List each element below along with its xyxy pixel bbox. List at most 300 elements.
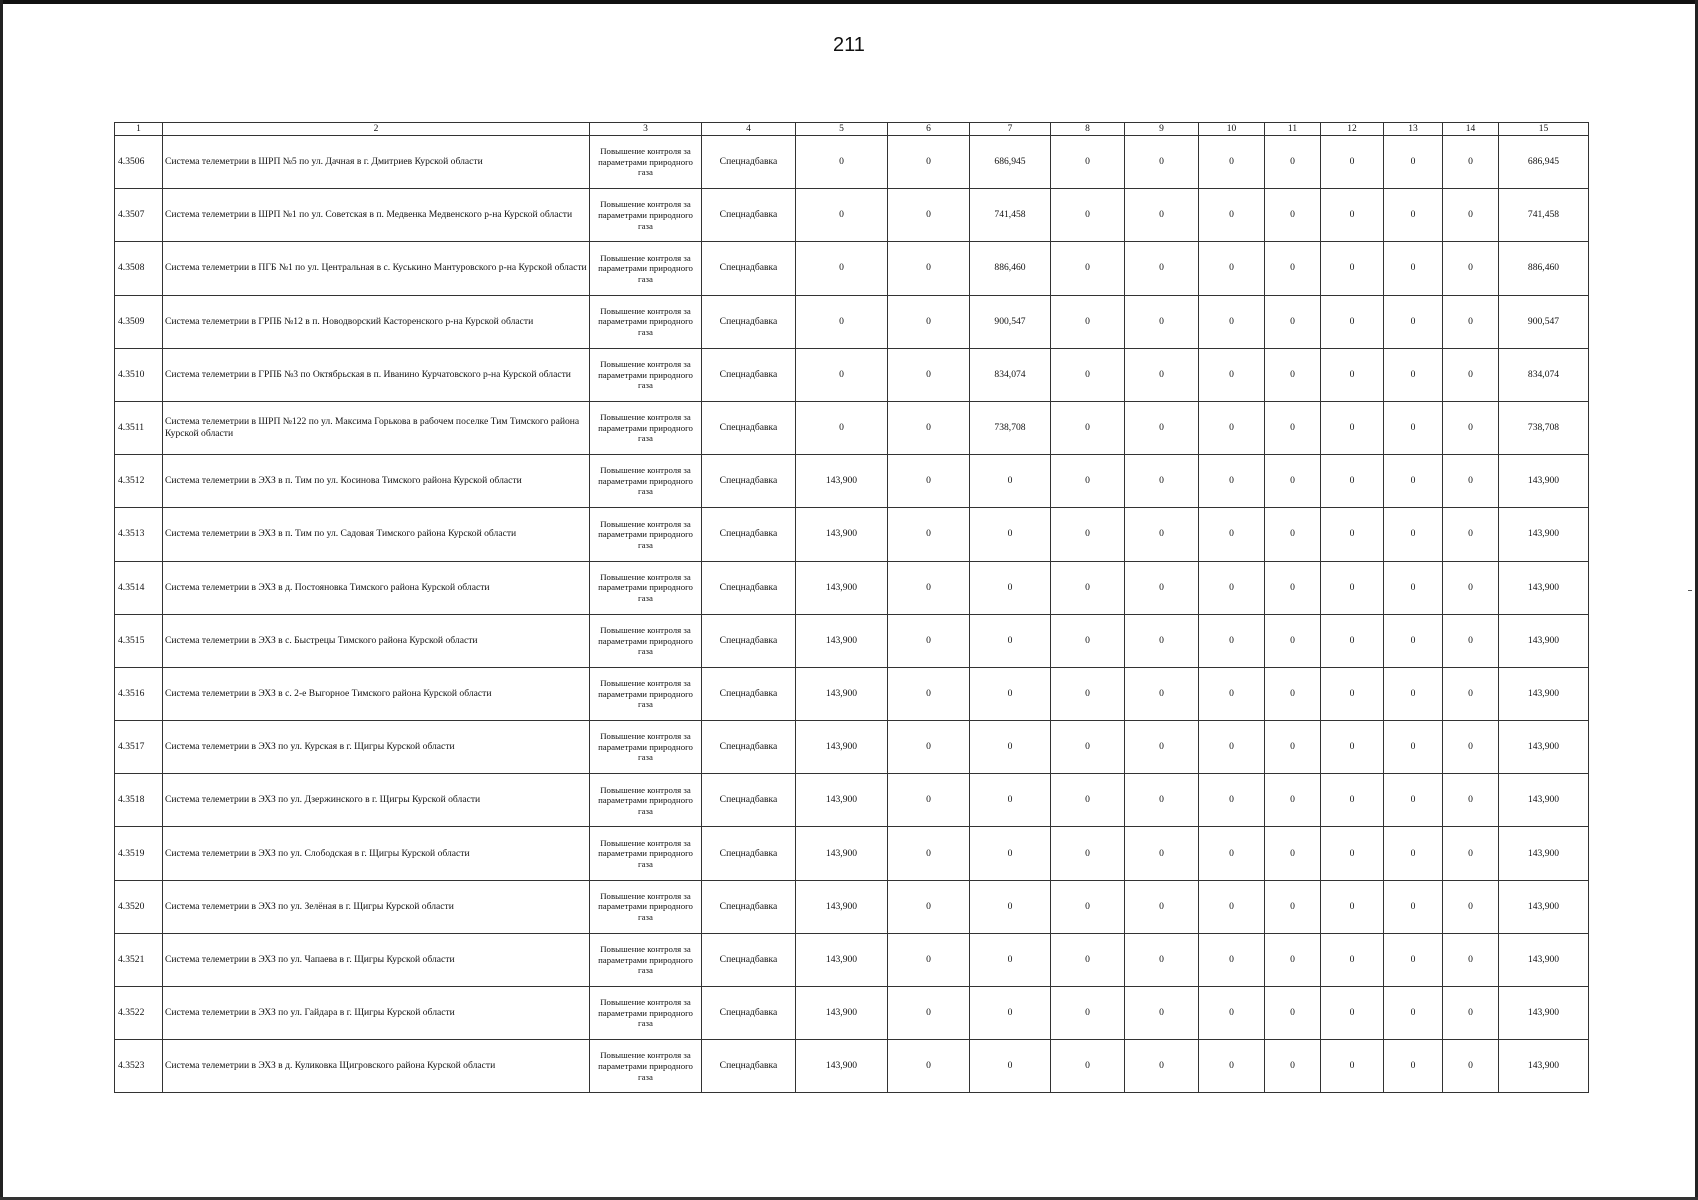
value-col-8: 0 [1051, 933, 1125, 986]
value-col-10: 0 [1199, 189, 1265, 242]
value-col-10: 0 [1199, 136, 1265, 189]
value-col-8: 0 [1051, 561, 1125, 614]
value-col-11: 0 [1265, 880, 1321, 933]
value-col-11: 0 [1265, 561, 1321, 614]
value-col-10: 0 [1199, 455, 1265, 508]
value-col-7: 686,945 [970, 136, 1051, 189]
value-col-7: 0 [970, 561, 1051, 614]
value-col-5: 0 [796, 189, 888, 242]
value-col-11: 0 [1265, 774, 1321, 827]
purpose: Повышение контроля за параметрами природного газа [590, 242, 702, 295]
object-name: Система телеметрии в ЭХЗ по ул. Гайдара в г. Щигры Курской области [163, 987, 590, 1040]
column-number-header: 14 [1443, 123, 1499, 136]
value-col-12: 0 [1321, 136, 1384, 189]
value-col-6: 0 [888, 561, 970, 614]
row-code: 4.3507 [115, 189, 163, 242]
value-col-12: 0 [1321, 721, 1384, 774]
scan-artifact [1688, 590, 1692, 591]
value-col-7: 0 [970, 987, 1051, 1040]
value-col-11: 0 [1265, 401, 1321, 454]
purpose: Повышение контроля за параметрами природного газа [590, 401, 702, 454]
value-col-13: 0 [1384, 827, 1443, 880]
value-col-12: 0 [1321, 508, 1384, 561]
value-col-14: 0 [1443, 774, 1499, 827]
table-row [115, 614, 1589, 667]
value-col-6: 0 [888, 827, 970, 880]
value-col-13: 0 [1384, 880, 1443, 933]
value-col-12: 0 [1321, 401, 1384, 454]
purpose: Повышение контроля за параметрами природного газа [590, 880, 702, 933]
value-col-7: 738,708 [970, 401, 1051, 454]
object-name: Система телеметрии в ШРП №1 по ул. Советская в п. Медвенка Медвенского р-на Курской области [163, 189, 590, 242]
value-col-12: 0 [1321, 614, 1384, 667]
value-col-14: 0 [1443, 561, 1499, 614]
value-col-11: 0 [1265, 667, 1321, 720]
funding-source: Спецнадбавка [702, 614, 796, 667]
value-col-12: 0 [1321, 933, 1384, 986]
value-col-12: 0 [1321, 455, 1384, 508]
value-col-11: 0 [1265, 136, 1321, 189]
row-code: 4.3513 [115, 508, 163, 561]
funding-source: Спецнадбавка [702, 880, 796, 933]
value-col-10: 0 [1199, 774, 1265, 827]
value-col-13: 0 [1384, 561, 1443, 614]
total-value: 143,900 [1499, 987, 1589, 1040]
investment-program-table [114, 122, 1589, 1093]
value-col-5: 143,900 [796, 987, 888, 1040]
funding-source: Спецнадбавка [702, 189, 796, 242]
row-code: 4.3512 [115, 455, 163, 508]
funding-source: Спецнадбавка [702, 987, 796, 1040]
value-col-12: 0 [1321, 1040, 1384, 1093]
row-code: 4.3519 [115, 827, 163, 880]
value-col-7: 0 [970, 455, 1051, 508]
row-code: 4.3515 [115, 614, 163, 667]
purpose: Повышение контроля за параметрами природного газа [590, 455, 702, 508]
value-col-11: 0 [1265, 295, 1321, 348]
table-row [115, 1040, 1589, 1093]
value-col-13: 0 [1384, 455, 1443, 508]
value-col-14: 0 [1443, 401, 1499, 454]
value-col-11: 0 [1265, 721, 1321, 774]
value-col-11: 0 [1265, 614, 1321, 667]
value-col-9: 0 [1125, 189, 1199, 242]
value-col-5: 0 [796, 295, 888, 348]
value-col-10: 0 [1199, 401, 1265, 454]
value-col-7: 0 [970, 508, 1051, 561]
value-col-5: 143,900 [796, 933, 888, 986]
column-number-header: 10 [1199, 123, 1265, 136]
column-number-header: 6 [888, 123, 970, 136]
value-col-14: 0 [1443, 721, 1499, 774]
value-col-9: 0 [1125, 880, 1199, 933]
value-col-6: 0 [888, 1040, 970, 1093]
value-col-14: 0 [1443, 295, 1499, 348]
value-col-8: 0 [1051, 880, 1125, 933]
table-row [115, 827, 1589, 880]
column-number-header: 3 [590, 123, 702, 136]
value-col-9: 0 [1125, 401, 1199, 454]
value-col-9: 0 [1125, 508, 1199, 561]
value-col-9: 0 [1125, 827, 1199, 880]
object-name: Система телеметрии в ГРПБ №12 в п. Новодворский Касторенского р-на Курской области [163, 295, 590, 348]
total-value: 143,900 [1499, 455, 1589, 508]
value-col-13: 0 [1384, 614, 1443, 667]
funding-source: Спецнадбавка [702, 348, 796, 401]
row-code: 4.3520 [115, 880, 163, 933]
column-number-header: 11 [1265, 123, 1321, 136]
value-col-10: 0 [1199, 987, 1265, 1040]
purpose: Повышение контроля за параметрами природного газа [590, 827, 702, 880]
scan-border-left [0, 0, 3, 1200]
total-value: 143,900 [1499, 880, 1589, 933]
table-row [115, 721, 1589, 774]
value-col-14: 0 [1443, 189, 1499, 242]
value-col-12: 0 [1321, 295, 1384, 348]
value-col-7: 0 [970, 721, 1051, 774]
value-col-13: 0 [1384, 136, 1443, 189]
value-col-6: 0 [888, 667, 970, 720]
value-col-7: 741,458 [970, 189, 1051, 242]
value-col-14: 0 [1443, 136, 1499, 189]
value-col-6: 0 [888, 987, 970, 1040]
value-col-6: 0 [888, 933, 970, 986]
total-value: 741,458 [1499, 189, 1589, 242]
total-value: 143,900 [1499, 1040, 1589, 1093]
value-col-6: 0 [888, 614, 970, 667]
value-col-9: 0 [1125, 348, 1199, 401]
value-col-9: 0 [1125, 455, 1199, 508]
object-name: Система телеметрии в ЭХЗ в с. 2-е Выгорное Тимского района Курской области [163, 667, 590, 720]
value-col-9: 0 [1125, 136, 1199, 189]
object-name: Система телеметрии в ЭХЗ по ул. Слободская в г. Щигры Курской области [163, 827, 590, 880]
value-col-13: 0 [1384, 242, 1443, 295]
column-number-header: 9 [1125, 123, 1199, 136]
column-number-header: 1 [115, 123, 163, 136]
value-col-13: 0 [1384, 774, 1443, 827]
value-col-6: 0 [888, 721, 970, 774]
value-col-7: 0 [970, 667, 1051, 720]
object-name: Система телеметрии в ГРПБ №3 по Октябрьская в п. Иванино Курчатовского р-на Курской области [163, 348, 590, 401]
value-col-7: 0 [970, 827, 1051, 880]
table-row [115, 136, 1589, 189]
funding-source: Спецнадбавка [702, 508, 796, 561]
funding-source: Спецнадбавка [702, 1040, 796, 1093]
column-number-header: 13 [1384, 123, 1443, 136]
value-col-6: 0 [888, 880, 970, 933]
value-col-12: 0 [1321, 827, 1384, 880]
row-code: 4.3514 [115, 561, 163, 614]
value-col-14: 0 [1443, 242, 1499, 295]
purpose: Повышение контроля за параметрами природного газа [590, 136, 702, 189]
row-code: 4.3518 [115, 774, 163, 827]
purpose: Повышение контроля за параметрами природного газа [590, 348, 702, 401]
value-col-9: 0 [1125, 774, 1199, 827]
value-col-11: 0 [1265, 242, 1321, 295]
object-name: Система телеметрии в ЭХЗ по ул. Чапаева в г. Щигры Курской области [163, 933, 590, 986]
total-value: 834,074 [1499, 348, 1589, 401]
value-col-9: 0 [1125, 561, 1199, 614]
total-value: 900,547 [1499, 295, 1589, 348]
object-name: Система телеметрии в ЭХЗ в д. Постояновка Тимского района Курской области [163, 561, 590, 614]
value-col-8: 0 [1051, 1040, 1125, 1093]
row-code: 4.3509 [115, 295, 163, 348]
value-col-9: 0 [1125, 667, 1199, 720]
value-col-11: 0 [1265, 455, 1321, 508]
value-col-10: 0 [1199, 508, 1265, 561]
value-col-11: 0 [1265, 1040, 1321, 1093]
total-value: 143,900 [1499, 614, 1589, 667]
value-col-10: 0 [1199, 295, 1265, 348]
value-col-13: 0 [1384, 721, 1443, 774]
value-col-10: 0 [1199, 348, 1265, 401]
row-code: 4.3510 [115, 348, 163, 401]
purpose: Повышение контроля за параметрами природного газа [590, 1040, 702, 1093]
value-col-8: 0 [1051, 508, 1125, 561]
purpose: Повышение контроля за параметрами природного газа [590, 614, 702, 667]
purpose: Повышение контроля за параметрами природного газа [590, 561, 702, 614]
total-value: 143,900 [1499, 774, 1589, 827]
table-row [115, 242, 1589, 295]
row-code: 4.3522 [115, 987, 163, 1040]
value-col-14: 0 [1443, 455, 1499, 508]
object-name: Система телеметрии в ЭХЗ в п. Тим по ул. Косинова Тимского района Курской области [163, 455, 590, 508]
value-col-9: 0 [1125, 242, 1199, 295]
value-col-9: 0 [1125, 721, 1199, 774]
object-name: Система телеметрии в ШРП №5 по ул. Дачная в г. Дмитриев Курской области [163, 136, 590, 189]
value-col-5: 143,900 [796, 561, 888, 614]
value-col-7: 0 [970, 614, 1051, 667]
value-col-11: 0 [1265, 987, 1321, 1040]
column-number-header: 2 [163, 123, 590, 136]
value-col-6: 0 [888, 189, 970, 242]
value-col-7: 0 [970, 880, 1051, 933]
row-code: 4.3517 [115, 721, 163, 774]
table-row [115, 348, 1589, 401]
value-col-8: 0 [1051, 136, 1125, 189]
object-name: Система телеметрии в ЭХЗ по ул. Дзержинского в г. Щигры Курской области [163, 774, 590, 827]
scan-border-top [0, 0, 1698, 4]
table-row [115, 987, 1589, 1040]
funding-source: Спецнадбавка [702, 667, 796, 720]
object-name: Система телеметрии в ЭХЗ в д. Куликовка Щигровского района Курской области [163, 1040, 590, 1093]
value-col-5: 0 [796, 348, 888, 401]
total-value: 143,900 [1499, 721, 1589, 774]
purpose: Повышение контроля за параметрами природного газа [590, 933, 702, 986]
value-col-5: 143,900 [796, 614, 888, 667]
value-col-7: 886,460 [970, 242, 1051, 295]
funding-source: Спецнадбавка [702, 295, 796, 348]
funding-source: Спецнадбавка [702, 774, 796, 827]
row-code: 4.3523 [115, 1040, 163, 1093]
value-col-13: 0 [1384, 987, 1443, 1040]
value-col-12: 0 [1321, 348, 1384, 401]
total-value: 886,460 [1499, 242, 1589, 295]
value-col-6: 0 [888, 136, 970, 189]
purpose: Повышение контроля за параметрами природного газа [590, 774, 702, 827]
value-col-5: 143,900 [796, 827, 888, 880]
value-col-5: 0 [796, 401, 888, 454]
table-row [115, 933, 1589, 986]
value-col-8: 0 [1051, 189, 1125, 242]
object-name: Система телеметрии в ЭХЗ в с. Быстрецы Тимского района Курской области [163, 614, 590, 667]
value-col-8: 0 [1051, 348, 1125, 401]
table-row [115, 455, 1589, 508]
row-code: 4.3506 [115, 136, 163, 189]
value-col-8: 0 [1051, 614, 1125, 667]
column-number-header: 15 [1499, 123, 1589, 136]
value-col-13: 0 [1384, 295, 1443, 348]
value-col-7: 900,547 [970, 295, 1051, 348]
object-name: Система телеметрии в ПГБ №1 по ул. Центральная в с. Куськино Мантуровского р-на Курской области [163, 242, 590, 295]
value-col-13: 0 [1384, 189, 1443, 242]
value-col-10: 0 [1199, 614, 1265, 667]
column-number-header: 8 [1051, 123, 1125, 136]
value-col-11: 0 [1265, 189, 1321, 242]
value-col-9: 0 [1125, 295, 1199, 348]
object-name: Система телеметрии в ЭХЗ по ул. Зелёная в г. Щигры Курской области [163, 880, 590, 933]
funding-source: Спецнадбавка [702, 561, 796, 614]
value-col-10: 0 [1199, 880, 1265, 933]
table-row [115, 774, 1589, 827]
value-col-7: 0 [970, 1040, 1051, 1093]
value-col-13: 0 [1384, 667, 1443, 720]
value-col-8: 0 [1051, 455, 1125, 508]
value-col-7: 0 [970, 933, 1051, 986]
purpose: Повышение контроля за параметрами природного газа [590, 721, 702, 774]
value-col-6: 0 [888, 295, 970, 348]
value-col-8: 0 [1051, 721, 1125, 774]
funding-source: Спецнадбавка [702, 136, 796, 189]
purpose: Повышение контроля за параметрами природного газа [590, 987, 702, 1040]
value-col-14: 0 [1443, 667, 1499, 720]
value-col-8: 0 [1051, 667, 1125, 720]
value-col-13: 0 [1384, 933, 1443, 986]
value-col-14: 0 [1443, 1040, 1499, 1093]
value-col-8: 0 [1051, 242, 1125, 295]
purpose: Повышение контроля за параметрами природного газа [590, 295, 702, 348]
value-col-12: 0 [1321, 880, 1384, 933]
value-col-12: 0 [1321, 561, 1384, 614]
row-code: 4.3521 [115, 933, 163, 986]
total-value: 738,708 [1499, 401, 1589, 454]
value-col-5: 143,900 [796, 455, 888, 508]
value-col-8: 0 [1051, 295, 1125, 348]
value-col-5: 0 [796, 242, 888, 295]
total-value: 143,900 [1499, 933, 1589, 986]
value-col-10: 0 [1199, 561, 1265, 614]
value-col-8: 0 [1051, 401, 1125, 454]
row-code: 4.3516 [115, 667, 163, 720]
total-value: 143,900 [1499, 508, 1589, 561]
table-row [115, 295, 1589, 348]
funding-source: Спецнадбавка [702, 721, 796, 774]
value-col-6: 0 [888, 242, 970, 295]
value-col-13: 0 [1384, 508, 1443, 561]
column-number-header: 5 [796, 123, 888, 136]
value-col-10: 0 [1199, 933, 1265, 986]
value-col-8: 0 [1051, 987, 1125, 1040]
value-col-7: 0 [970, 774, 1051, 827]
table-row [115, 401, 1589, 454]
value-col-14: 0 [1443, 880, 1499, 933]
value-col-10: 0 [1199, 1040, 1265, 1093]
value-col-11: 0 [1265, 827, 1321, 880]
value-col-12: 0 [1321, 774, 1384, 827]
value-col-9: 0 [1125, 1040, 1199, 1093]
table-row [115, 561, 1589, 614]
value-col-13: 0 [1384, 401, 1443, 454]
value-col-9: 0 [1125, 614, 1199, 667]
object-name: Система телеметрии в ЭХЗ по ул. Курская в г. Щигры Курской области [163, 721, 590, 774]
value-col-5: 143,900 [796, 721, 888, 774]
value-col-12: 0 [1321, 242, 1384, 295]
value-col-13: 0 [1384, 348, 1443, 401]
value-col-13: 0 [1384, 1040, 1443, 1093]
value-col-10: 0 [1199, 242, 1265, 295]
value-col-14: 0 [1443, 933, 1499, 986]
value-col-9: 0 [1125, 933, 1199, 986]
purpose: Повышение контроля за параметрами природного газа [590, 189, 702, 242]
value-col-6: 0 [888, 508, 970, 561]
value-col-14: 0 [1443, 987, 1499, 1040]
value-col-5: 143,900 [796, 880, 888, 933]
page-number: 211 [833, 34, 865, 56]
value-col-9: 0 [1125, 987, 1199, 1040]
table-row [115, 667, 1589, 720]
funding-source: Спецнадбавка [702, 455, 796, 508]
column-number-header: 4 [702, 123, 796, 136]
table-row [115, 508, 1589, 561]
value-col-14: 0 [1443, 348, 1499, 401]
value-col-8: 0 [1051, 827, 1125, 880]
table-row [115, 189, 1589, 242]
purpose: Повышение контроля за параметрами природного газа [590, 667, 702, 720]
value-col-14: 0 [1443, 614, 1499, 667]
column-number-header: 12 [1321, 123, 1384, 136]
value-col-11: 0 [1265, 348, 1321, 401]
total-value: 143,900 [1499, 827, 1589, 880]
object-name: Система телеметрии в ЭХЗ в п. Тим по ул. Садовая Тимского района Курской области [163, 508, 590, 561]
value-col-14: 0 [1443, 827, 1499, 880]
row-code: 4.3508 [115, 242, 163, 295]
column-number-header: 7 [970, 123, 1051, 136]
value-col-5: 0 [796, 136, 888, 189]
total-value: 143,900 [1499, 667, 1589, 720]
value-col-12: 0 [1321, 987, 1384, 1040]
value-col-5: 143,900 [796, 667, 888, 720]
column-number-header-row [115, 123, 1589, 136]
value-col-5: 143,900 [796, 1040, 888, 1093]
value-col-11: 0 [1265, 933, 1321, 986]
value-col-5: 143,900 [796, 774, 888, 827]
value-col-6: 0 [888, 455, 970, 508]
funding-source: Спецнадбавка [702, 933, 796, 986]
value-col-6: 0 [888, 774, 970, 827]
purpose: Повышение контроля за параметрами природного газа [590, 508, 702, 561]
value-col-12: 0 [1321, 667, 1384, 720]
funding-source: Спецнадбавка [702, 242, 796, 295]
total-value: 143,900 [1499, 561, 1589, 614]
value-col-10: 0 [1199, 827, 1265, 880]
funding-source: Спецнадбавка [702, 401, 796, 454]
value-col-10: 0 [1199, 721, 1265, 774]
value-col-6: 0 [888, 401, 970, 454]
value-col-7: 834,074 [970, 348, 1051, 401]
value-col-6: 0 [888, 348, 970, 401]
value-col-5: 143,900 [796, 508, 888, 561]
row-code: 4.3511 [115, 401, 163, 454]
